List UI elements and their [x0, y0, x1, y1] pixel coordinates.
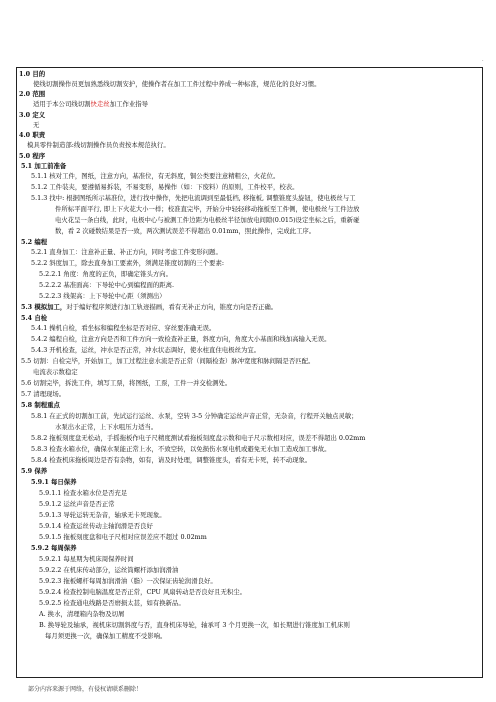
item-5-3: [21, 303, 277, 311]
item-5-6: 5.6 切割完毕，拆洗工件，填写工票，将图纸，工票，工件一并交检测处。: [21, 379, 232, 387]
scope-text: [33, 100, 148, 108]
item-5-8-1-line2: 水泵出水正常，上下水咀压力适当。: [55, 423, 158, 431]
item-5-2-2: 5.2.2 斜度加工，除去直身加工要素外，须满足锥度切割的三个要素:: [31, 259, 224, 267]
item-5-8-3: 5.8.3 检查水箱水位，确保水泵能正常上水，不致空转，以免损伤水泵电机或避免无水加工造成加工事故。: [31, 445, 331, 453]
item-5-7: 5.7 清理现场。: [21, 390, 66, 398]
item-5-8-1-line1: 5.8.1 在正式的切割加工前，先试运行运丝、水泵，空转 3-5 分钟确定运丝声音正常，无杂音，行程开关触点灵敏；: [31, 412, 358, 420]
subsection-title-weekly: 5.9.2 每周保养: [31, 544, 77, 552]
item-5-9-2-1: 5.9.2.1 每星期为机床周保养时间: [39, 555, 134, 563]
item-5-1-3-line1: 5.1.3 找中: 根据图纸所示基准位，进行找中操作，先把电流调到至最低档, 移拖板, 调整锥度头旋钮，使电极丝与工: [31, 194, 356, 202]
footer-disclaimer: 部分内容来源于网络，有侵权请联系删除！: [28, 686, 143, 693]
section-title-procedure: 5.0 程序: [19, 152, 46, 160]
item-5-2-1: 5.2.1 直身加工：注意补正量、补正方向，同时考虑工件变形问题。: [31, 248, 222, 256]
subsection-title-daily: 5.9.1 每日保养: [31, 478, 77, 486]
item-5-2-2-2: 5.2.2.2 基准面高：下导轮中心到编程面的距离.: [39, 281, 175, 289]
duties-text: 模具零件制造部:线切割操作员负责按本规范执行。: [27, 141, 170, 149]
item-5-4-3: 5.4.3 开机检查，运丝，冲水是否正常，冲水状态调好，使水柱直住电极丝为宜。: [31, 346, 261, 354]
purpose-text: 使线切割操作员更加熟悉线切割安护，使操作者在加工工件过程中养成一种标准，规范化的良好习惯。: [33, 80, 321, 88]
section-title-purpose: 1.0 目的: [19, 70, 46, 78]
item-5-9-2-4: 5.9.2.4 检查控制电脑温度是否正常，CPU 风扇转动是否良好且无积尘。: [39, 588, 247, 596]
item-5-2-2-3: 5.2.2.3 线架高：上下导轮中心距（须测出）: [39, 292, 166, 300]
subsection-title-key-points: 5.8 制程重点: [21, 401, 60, 409]
item-5-2-2-1: 5.2.2.1 角度：角度的正负，即确定锥头方向。: [39, 270, 173, 278]
subsection-title-selfcheck: 5.4 自检: [21, 314, 48, 322]
section-title-definition: 3.0 定义: [19, 111, 46, 119]
item-5-5-line1: 5.5 切割：自检完毕，开始加工，加工过程注意水流是否正常（间隔检查）脉冲宽度和脉间隔是否匹配。: [21, 357, 315, 365]
item-5-9-1-4: 5.9.1.4 检查运丝传动主轴润滑是否良好: [39, 522, 153, 530]
item-5-1-2: 5.1.2 工件装夹，要遵循易拆装，不易变形，易操作（如：下废料）的原则，工件校平，校表。: [31, 183, 299, 191]
item-5-9-2-5: 5.9.2.5 检查通电线路是否磨损太甚，如有换新品。: [39, 599, 185, 607]
item-5-1-3-line3: 电火花呈一条白线，此时，电极中心与被测工件边距为电极丝半径加放电间隙(0.015)设定坐标之后，重新碰: [55, 216, 360, 224]
item-5-8-2: 5.8.2 拖板刻度盘无松动，手摇拖板作电子尺精度测试看拖板刻度盘示数和电子尺示数相对应，误差不得超出 0.02mm: [31, 434, 366, 442]
item-5-1-3-line4: 数，看 2 次碰数结果是否一致，两次测试误差不得超出 0.01mm，照此操作，完成此工序。: [55, 227, 316, 235]
item-5-9-2-2: 5.9.2.2 在机床传动部分，运丝筒螺杆添加润滑油: [39, 566, 179, 574]
scope-text-pre: 适用于本公司线切割: [33, 100, 91, 108]
item-5-8-4: 5.8.4 检查机床拖板周边是否有杂物，如有，请及时处理，调整锥度头，看有无卡死，转不动现象。: [31, 456, 312, 464]
corner-mark: .: [482, 57, 484, 63]
subsection-title-maintenance: 5.9 保养: [21, 467, 48, 475]
item-5-9-2-b-line2: 每月须更换一次，确保加工精度不受影响。: [45, 632, 167, 640]
item-5-4-2: 5.4.2 编程自检，注意方向是否和工件方向一致检查补正量，斜度方向，角度大小基面和线加高输入无误。: [31, 335, 331, 343]
item-5-9-1-1: 5.9.1.1 检查水箱水位是否充足: [39, 489, 128, 497]
scope-text-highlight: 快走丝: [90, 100, 110, 108]
section-title-duties: 4.0 职责: [19, 131, 46, 139]
item-5-4-1: 5.4.1 操机自检，看坐标和编程坐标是否对应、穿丝要准确无误。: [31, 324, 216, 332]
subsection-title-prep: 5.1 加工前准备: [21, 162, 67, 170]
item-5-9-2-a: A. 换水，清理箱内杂物及切屑: [39, 610, 125, 618]
item-5-9-1-2: 5.9.1.2 运丝声音是否正常: [39, 500, 115, 508]
item-5-9-1-3: 5.9.1.3 导轮运转无杂音，轴承无卡死现象。: [39, 511, 166, 519]
item-5-9-2-3: 5.9.2.3 拖板螺杆每周加润滑油（脂）一次保证齿轮润滑良好。: [39, 577, 217, 585]
subsection-title-programming: 5.2 编程: [21, 238, 48, 246]
item-5-3-title: 5.3 模拟加工，: [21, 303, 67, 311]
section-title-scope: 2.0 范围: [19, 90, 46, 98]
definition-text: 无: [33, 121, 40, 129]
item-5-1-3-line2: 件所标平面平行, 即上下火花大小一样；校准直完毕，开始分中轻轻移动拖板至工件侧，使电极丝与工件边放: [55, 205, 360, 213]
item-5-3-text: 对于编好程序须进行加工轨迹描画，看有无补正方向，锥度方向是否正确。: [66, 303, 278, 311]
document-frame: [16, 67, 483, 678]
item-5-5-line2: 电流表示数稳定: [33, 368, 78, 376]
item-5-9-1-5: 5.9.1.5 拖板刻度盘和电子尺相对应误差应不超过 0.02mm: [39, 533, 207, 541]
scope-text-post: 加工作业指导: [109, 100, 149, 108]
item-5-9-2-b-line1: B. 换导轮及轴承，视机床切割斜度与否，直身机床导轮，轴承可 3 个月更换一次，如长期进行锥度加工机床则: [39, 621, 350, 629]
item-5-1-1: 5.1.1 核对工件，图纸，注意方向，基准位，有无斜度，铜公类要注意精粗公，火花位。: [31, 172, 280, 180]
